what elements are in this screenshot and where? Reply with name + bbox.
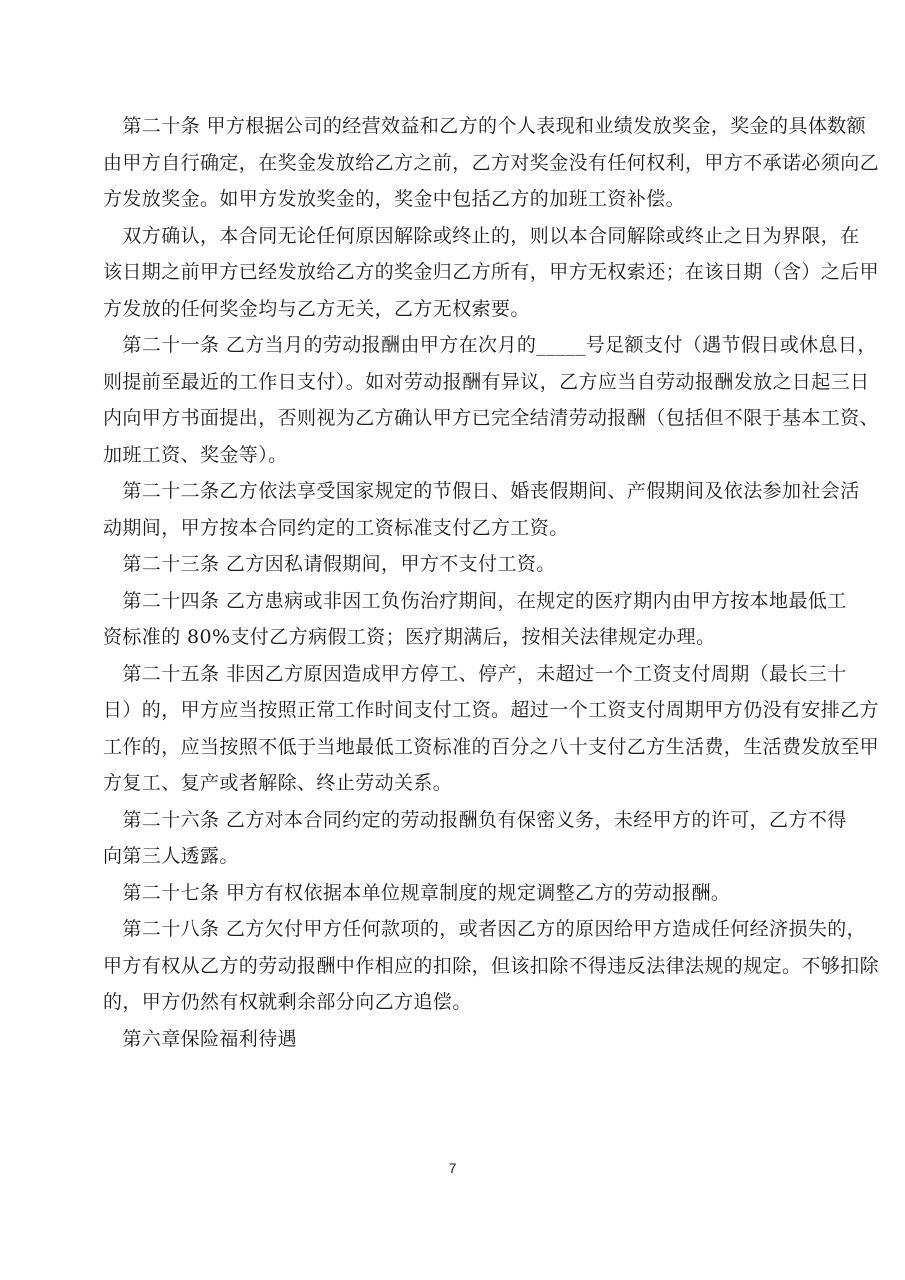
article-24-line-2: 资标准的 80%支付乙方病假工资；医疗期满后，按相关法律规定办理。 xyxy=(103,626,716,648)
article-25-line-3: 工作的，应当按照不低于当地最低工资标准的百分之八十支付乙方生活费，生活费发放至甲 xyxy=(103,735,880,758)
article-24-line-1: 第二十四条 乙方患病或非因工负伤治疗期间，在规定的医疗期内由甲方按本地最低工 xyxy=(103,589,847,612)
article-21-line-4: 加班工资、奖金等）。 xyxy=(103,443,288,466)
article-25-line-4: 方复工、复产或者解除、终止劳动关系。 xyxy=(103,772,453,794)
article-27-line-1: 第二十七条 甲方有权依据本单位规章制度的规定调整乙方的劳动报酬。 xyxy=(103,881,731,904)
document-body xyxy=(103,108,880,1057)
confirm-line-3: 方发放的任何奖金均与乙方无关，乙方无权索要。 xyxy=(103,297,530,320)
article-20-line-1: 第二十条 甲方根据公司的经营效益和乙方的个人表现和业绩发放奖金，奖金的具体数额 xyxy=(103,115,867,137)
confirm-line-2: 该日期之前甲方已经发放给乙方的奖金归乙方所有，甲方无权索还；在该日期（含）之后甲 xyxy=(103,261,880,283)
article-25-line-1: 第二十五条 非因乙方原因造成甲方停工、停产，未超过一个工资支付周期（最长三十 xyxy=(103,662,847,685)
article-21-line-3: 内向甲方书面提出，否则视为乙方确认甲方已完全结清劳动报酬（包括但不限于基本工资、 xyxy=(103,407,880,429)
chapter-6-heading: 第六章保险福利待遇 xyxy=(103,1027,298,1050)
article-23-line-1: 第二十三条 乙方因私请假期间，甲方不支付工资。 xyxy=(103,553,556,575)
article-28-line-3: 的，甲方仍然有权就剩余部分向乙方追偿。 xyxy=(103,991,472,1013)
article-22-line-2: 动期间，甲方按本合同约定的工资标准支付乙方工资。 xyxy=(103,516,569,539)
article-21-line-2: 则提前至最近的工作日支付）。如对劳动报酬有异议，乙方应当自劳动报酬发放之日起三日 xyxy=(103,370,870,393)
article-21-line-1: 第二十一条 乙方当月的劳动报酬由甲方在次月的_____号足额支付（遇节假日或休息日， xyxy=(103,334,877,356)
article-22-line-1: 第二十二条乙方依法享受国家规定的节假日、婚丧假期间、产假期间及依法参加社会活 xyxy=(103,480,860,502)
confirm-line-1: 双方确认，本合同无论任何原因解除或终止的，则以本合同解除或终止之日为界限，在 xyxy=(103,224,860,247)
article-28-line-1: 第二十八条 乙方欠付甲方任何款项的，或者因乙方的原因给甲方造成任何经济损失的， xyxy=(103,918,867,940)
article-20-line-3: 方发放奖金。如甲方发放奖金的，奖金中包括乙方的加班工资补偿。 xyxy=(103,188,686,210)
article-25-line-2: 日）的，甲方应当按照正常工作时间支付工资。超过一个工资支付周期甲方仍没有安排乙方 xyxy=(103,699,880,721)
article-26-line-2: 向第三人透露。 xyxy=(103,845,239,867)
article-28-line-2: 甲方有权从乙方的劳动报酬中作相应的扣除，但该扣除不得违反法律法规的规定。不够扣除 xyxy=(103,954,880,977)
page-number: 7 xyxy=(448,1160,457,1176)
article-26-line-1: 第二十六条 乙方对本合同约定的劳动报酬负有保密义务，未经甲方的许可，乙方不得 xyxy=(103,808,847,831)
article-20-line-2: 由甲方自行确定，在奖金发放给乙方之前，乙方对奖金没有任何权利，甲方不承诺必须向乙 xyxy=(103,151,880,174)
